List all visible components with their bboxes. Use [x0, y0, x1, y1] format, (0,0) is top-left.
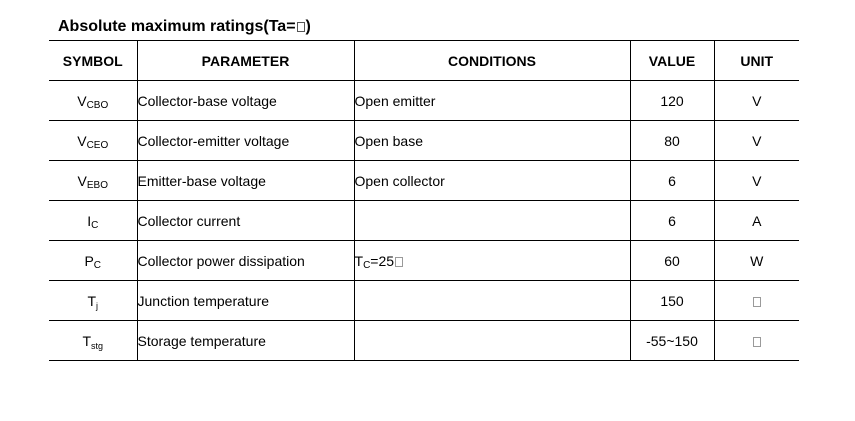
conditions-cell: Open emitter: [354, 81, 630, 121]
conditions-cell: Open base: [354, 121, 630, 161]
unit-cell: W: [714, 241, 799, 281]
header-conditions: CONDITIONS: [354, 41, 630, 81]
section-title-close: ): [305, 18, 311, 35]
unit-cell: V: [714, 81, 799, 121]
unit-cell: V: [714, 161, 799, 201]
unit-cell: [714, 281, 799, 321]
value-cell: 6: [630, 161, 714, 201]
symbol-subscript: CEO: [86, 139, 109, 151]
condition-rest: =25: [370, 252, 395, 269]
symbol-main: T: [87, 292, 97, 309]
header-parameter: PARAMETER: [137, 41, 354, 81]
symbol-main: V: [77, 132, 87, 149]
degree-celsius-glyph-icon: [297, 22, 305, 32]
condition-main: T: [354, 252, 364, 269]
symbol-subscript: stg: [91, 340, 104, 351]
section-title: [58, 18, 311, 36]
degree-celsius-glyph-icon: [753, 337, 761, 347]
table-header-row: [49, 41, 799, 81]
parameter-cell: Collector-base voltage: [137, 81, 354, 121]
symbol-cell: [49, 161, 137, 201]
unit-cell: V: [714, 121, 799, 161]
table-row: [49, 201, 799, 241]
symbol-main: T: [82, 332, 92, 349]
symbol-subscript: EBO: [86, 179, 108, 191]
parameter-cell: Collector-emitter voltage: [137, 121, 354, 161]
symbol-cell: [49, 201, 137, 241]
unit-cell: A: [714, 201, 799, 241]
table-row: [49, 121, 799, 161]
table-row: [49, 281, 799, 321]
value-cell: 60: [630, 241, 714, 281]
symbol-main: V: [77, 172, 87, 189]
symbol-subscript: j: [96, 300, 99, 311]
conditions-cell: [354, 281, 630, 321]
symbol-subscript: C: [93, 259, 102, 271]
degree-celsius-glyph-icon: [395, 257, 403, 267]
table-row: [49, 81, 799, 121]
value-cell: 120: [630, 81, 714, 121]
symbol-subscript: CBO: [86, 99, 109, 111]
value-cell: 150: [630, 281, 714, 321]
table-row: [49, 161, 799, 201]
header-value: VALUE: [630, 41, 714, 81]
value-cell: 80: [630, 121, 714, 161]
table-row: [49, 241, 799, 281]
symbol-main: I: [87, 212, 92, 229]
value-cell: 6: [630, 201, 714, 241]
symbol-cell: [49, 281, 137, 321]
parameter-cell: Collector current: [137, 201, 354, 241]
conditions-cell: [354, 201, 630, 241]
parameter-cell: Collector power dissipation: [137, 241, 354, 281]
symbol-subscript: C: [91, 219, 99, 231]
table-row: [49, 321, 799, 361]
value-cell: -55~150: [630, 321, 714, 361]
symbol-cell: [49, 321, 137, 361]
conditions-cell: Open collector: [354, 161, 630, 201]
conditions-cell: [354, 241, 630, 281]
degree-celsius-glyph-icon: [753, 297, 761, 307]
ratings-table: [49, 40, 799, 361]
section-title-text: Absolute maximum ratings(Ta=: [58, 18, 296, 35]
conditions-cell: [354, 321, 630, 361]
symbol-main: P: [84, 252, 94, 269]
unit-cell: [714, 321, 799, 361]
parameter-cell: Emitter-base voltage: [137, 161, 354, 201]
symbol-cell: [49, 121, 137, 161]
symbol-main: V: [77, 92, 87, 109]
symbol-cell: [49, 241, 137, 281]
symbol-cell: [49, 81, 137, 121]
condition-subscript: C: [363, 259, 371, 271]
header-unit: UNIT: [714, 41, 799, 81]
parameter-cell: Junction temperature: [137, 281, 354, 321]
parameter-cell: Storage temperature: [137, 321, 354, 361]
header-symbol: SYMBOL: [49, 41, 137, 81]
